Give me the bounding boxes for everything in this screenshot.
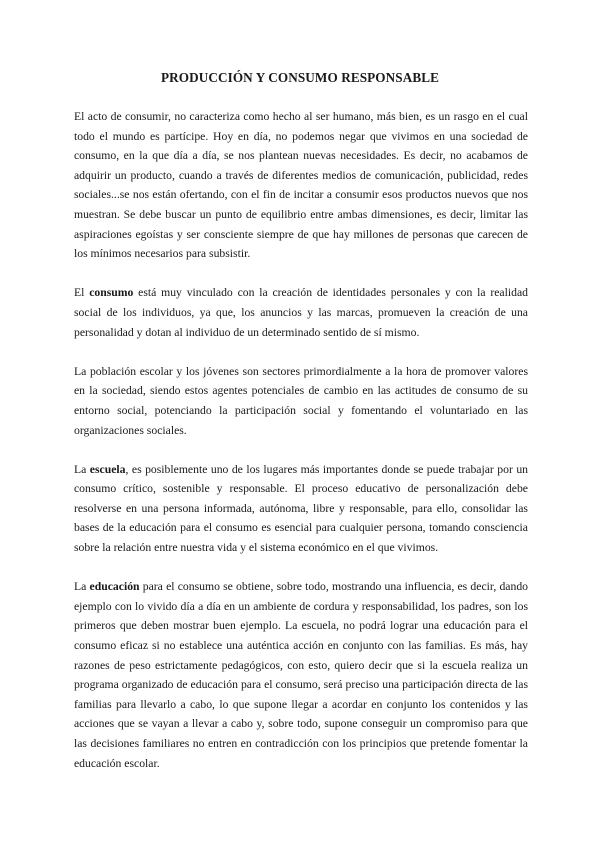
bold-term-escuela: escuela (89, 462, 126, 476)
bold-term-educacion: educación (89, 580, 140, 594)
paragraph-prefix: La (74, 462, 90, 476)
paragraph-prefix: La (74, 580, 90, 594)
paragraph-suffix: , es posiblemente uno de los lugares más importantes donde se puede trabajar por un consumo crítico, sostenible y responsable. El proceso educativo de personalización debe resolverse en una persona informada, autónoma, libre y responsable, para ello, consolidar las bases de la educación para el consumo es esencial para cualquier persona, tomando consciencia sobre la relación entre nuestra vida y el sistema económico en el que vivimos. (74, 462, 529, 555)
paragraph-poblacion-escolar: La población escolar y los jóvenes son sectores primordialmente a la hora de promover valores en la sociedad, siendo estos agentes potenciales de cambio en las actitudes de consumo de su entorno social, potenciando la participación social y fomentando el voluntariado en las organizaciones sociales. (74, 364, 528, 437)
paragraph-educacion (74, 577, 528, 773)
paragraph-consumir: El acto de consumir, no caracteriza como hecho al ser humano, más bien, es un rasgo en el cual todo el mundo es partícipe. Hoy en día, no podemos negar que vivimos en una sociedad de consumo, en la que día a día, se nos plantean nuevas necesidades. Es decir, no acabamos de adquirir un producto, cuando a través de diferentes medios de comunicación, publicidad, redes sociales...se nos están ofertando, con el fin de incitar a consumir esos productos nuevos que nos muestran. Se debe buscar un punto de equilibrio entre ambas dimensiones, es decir, limitar las aspiraciones egoístas y ser consciente siempre de que hay millones de personas que carecen de los mínimos necesarios para subsistir. (74, 110, 528, 261)
paragraph-prefix: El (74, 286, 90, 300)
paragraph-suffix: para el consumo se obtiene, sobre todo, mostrando una influencia, es decir, dando ejemplo con lo vivido día a día en un ambiente de cordura y responsabilidad, los padres, son los primeros que deben mostrar buen ejemplo. La escuela, no podrá lograr una educación para el consumo eficaz si no establece una auténtica acción en conjunto con las familias. Es más, hay razones de peso estrictamente pedagógicos, con esto, quiero decir que si la escuela realiza un programa organizado de educación para el consumo, será preciso una participación directa de las familias para llevarlo a cabo, lo que supone llegar a acordar en conjunto los contenidos y las acciones que se vayan a llevar a cabo y, sobre todo, supone conseguir un compromiso para que las decisiones familiares no entren en contradicción con los principios que pretende fomentar la educación escolar. (74, 580, 529, 770)
paragraph-escuela (74, 460, 528, 558)
paragraph-suffix: está muy vinculado con la creación de identidades personales y con la realidad social de los individuos, ya que, los anuncios y las marcas, promueven la creación de una personalidad y dotan al individuo de un determinado sentido de sí mismo. (74, 286, 528, 339)
bold-term-consumo: consumo (89, 286, 134, 300)
paragraph-consumo (74, 283, 528, 342)
document-title: PRODUCCIÓN Y CONSUMO RESPONSABLE (160, 70, 440, 85)
document-body (74, 107, 528, 773)
